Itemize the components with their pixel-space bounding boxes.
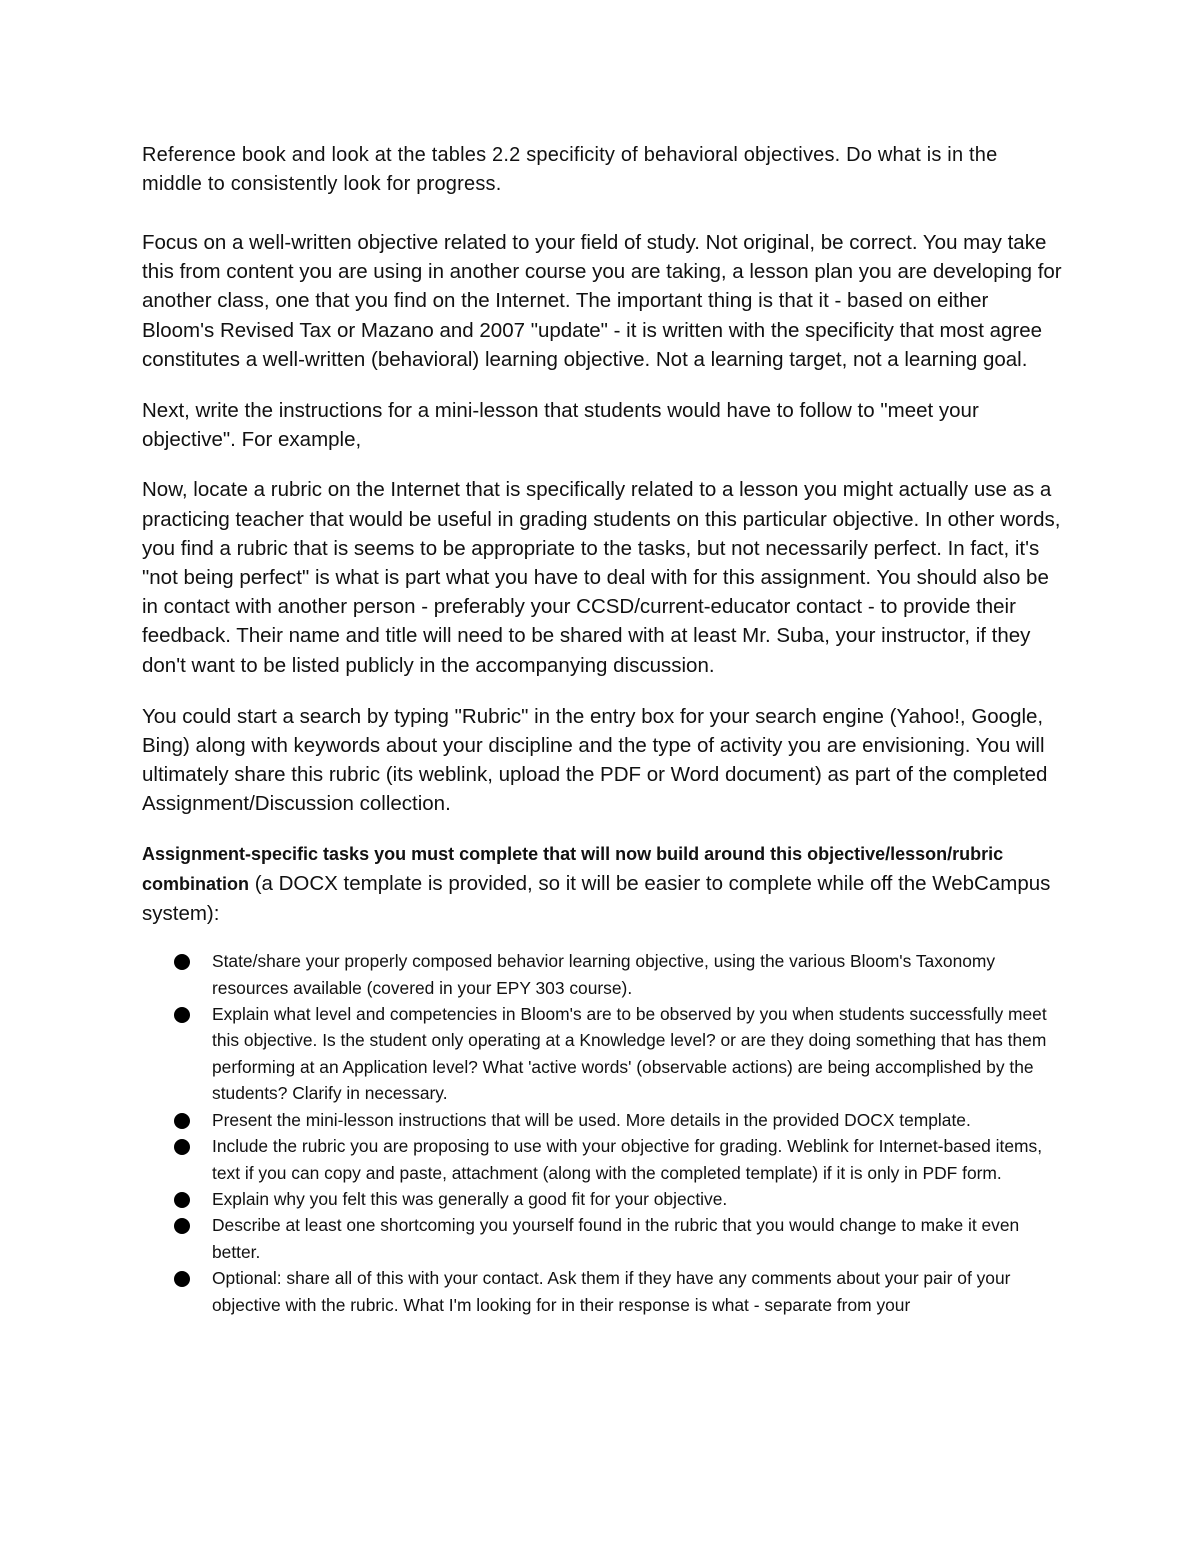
task-item-explain-fit: [142, 1186, 1062, 1212]
search-paragraph: You could start a search by typing "Rubric" in the entry box for your search engine (Yahoo!, Google, Bing) along with keywords about your discipline and the type of activity you are envisioning. You will ultimately share this rubric (its weblink, upload the PDF or Word document) as part of the completed Assignment/Discussion collection.: [142, 704, 1048, 816]
task-item-state-objective: [142, 948, 1062, 1001]
intro-paragraph: Reference book and look at the tables 2.2 specificity of behavioral objectives. Do what is in the middle to consistently look for progress.: [142, 144, 998, 195]
bullet-icon: [174, 1007, 190, 1023]
bullet-icon: [174, 1271, 190, 1287]
task-list: [142, 948, 1062, 1318]
bullet-icon: [174, 1218, 190, 1234]
bullet-icon: [174, 1192, 190, 1208]
objective-paragraph: Focus on a well-written objective related to your field of study. Not original, be correct. You may take this from content you are using in another course you are taking, a lesson plan you are developing for another class, one that you find on the Internet. The important thing is that it - based on either Bloom's Revised Tax or Mazano and 2007 "update" - it is written with the specificity that most agree constitutes a well-written (behavioral) learning objective. Not a learning target, not a learning goal.: [142, 231, 1062, 371]
document-body: [142, 141, 1062, 1318]
task-item-text: Present the mini-lesson instructions that will be used. More details in the provided DOCX template.: [212, 1109, 971, 1130]
task-item-text: Explain what level and competencies in Bloom's are to be observed by you when students successfully meet this objective. Is the student only operating at a Knowledge level? or are they doing something that has them performing at an Application level? What 'active words' (observable actions) are being accomplished by the students? Clarify in necessary.: [212, 1004, 1047, 1104]
bullet-icon: [174, 954, 190, 970]
task-item-text: Optional: share all of this with your contact. Ask them if they have any comments about your pair of your objective with the rubric. What I'm looking for in their response is what - separate from your: [212, 1268, 1011, 1315]
task-item-present-instructions: [142, 1107, 1062, 1133]
tasks-heading: [142, 839, 1062, 929]
task-item-text: Describe at least one shortcoming you yourself found in the rubric that you would change to make it even better.: [212, 1215, 1020, 1262]
task-item-optional-share: [142, 1265, 1062, 1318]
task-item-text: State/share your properly composed behavior learning objective, using the various Bloom's Taxonomy resources available (covered in your EPY 303 course).: [212, 951, 996, 998]
task-item-include-rubric: [142, 1133, 1062, 1186]
task-item-text: Explain why you felt this was generally a good fit for your objective.: [212, 1188, 728, 1209]
rubric-paragraph: Now, locate a rubric on the Internet that is specifically related to a lesson you might actually use as a practicing teacher that would be useful in grading students on this particular objective. In other words, you find a rubric that is seems to be appropriate to the tasks, but not necessarily perfect. In fact, it's "not being perfect" is what is part what you have to deal with for this assignment. You should also be in contact with another person - preferably your CCSD/current-educator contact - to provide their feedback. Their name and title will need to be shared with at least Mr. Suba, your instructor, if they don't want to be listed publicly in the accompanying discussion.: [142, 478, 1061, 677]
bullet-icon: [174, 1113, 190, 1129]
task-item-describe-shortcoming: [142, 1212, 1062, 1265]
mini-lesson-paragraph: Next, write the instructions for a mini-lesson that students would have to follow to "meet your objective". For example,: [142, 399, 979, 452]
task-item-text: Include the rubric you are proposing to use with your objective for grading. Weblink for Internet-based items, text if you can copy and paste, attachment (along with the completed template) if it is only in PDF form.: [212, 1136, 1043, 1183]
tasks-heading-rest: (a DOCX template is provided, so it will be easier to complete while off the WebCampus system):: [142, 871, 1051, 926]
bullet-icon: [174, 1139, 190, 1155]
tasks-heading-bold: Assignment-specific tasks you must complete that will now build around this objective/lesson/rubric combination: [142, 843, 1004, 894]
task-item-explain-level: [142, 1001, 1062, 1107]
